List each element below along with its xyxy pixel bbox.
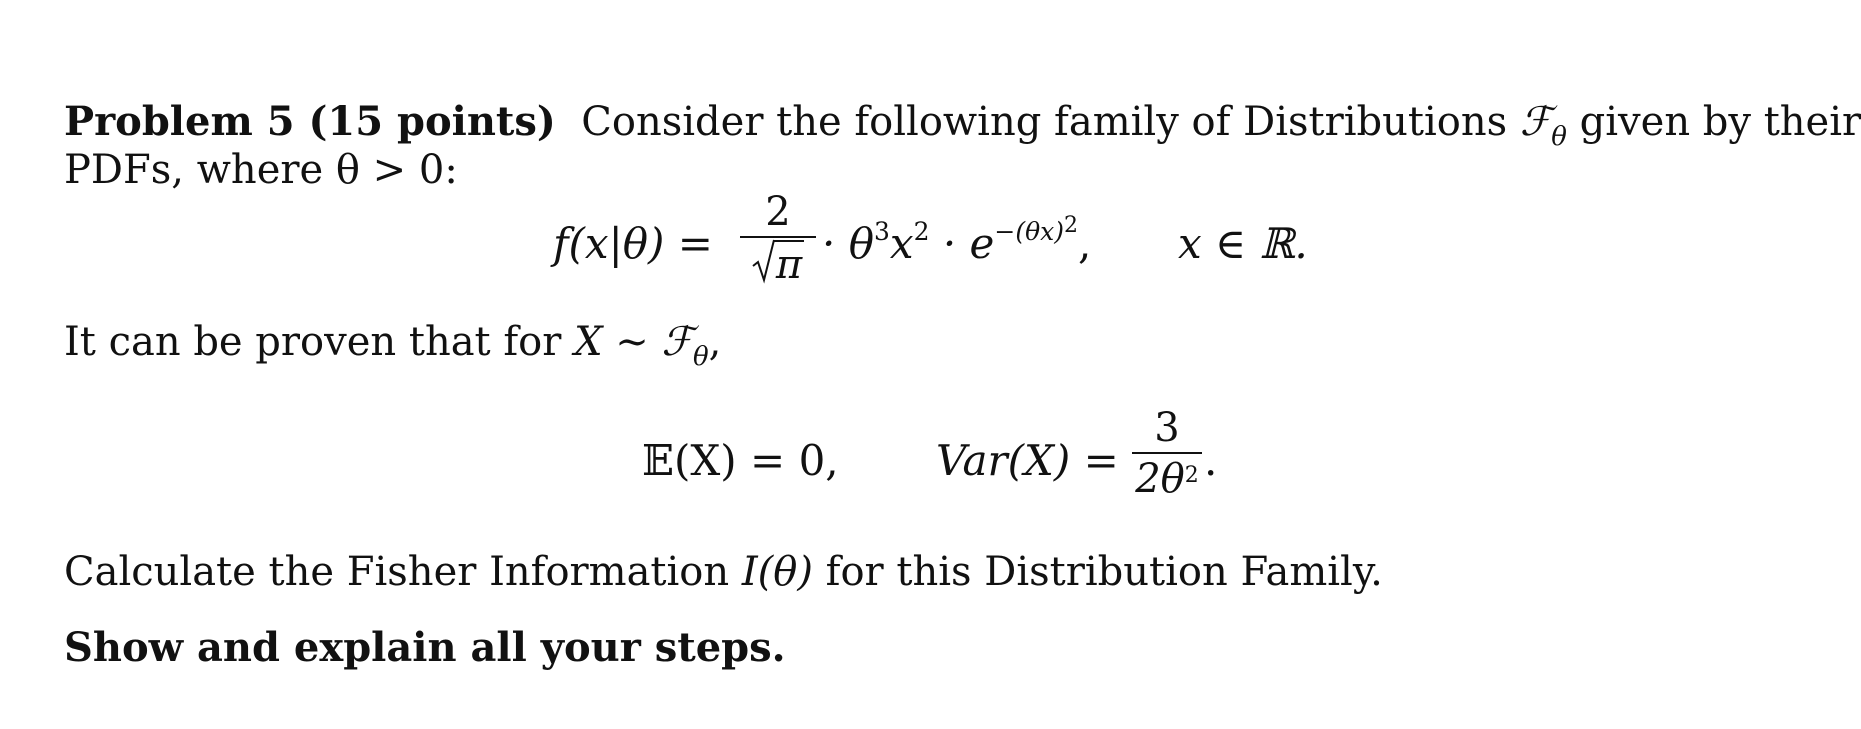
pdf-rhs-terms: · $\theta^3x^2 \cdot e^{-(\theta x)2}$, — [822, 213, 1092, 268]
expectation-equation: 𝔼(X) = 0, — [642, 436, 839, 485]
proof-comma: , — [708, 319, 722, 365]
pdf-fraction-denominator — [740, 240, 816, 288]
proof-line — [64, 318, 1804, 371]
intro-text-2: given by their — [1579, 99, 1861, 145]
pdf-domain: x ∈ ℝ. — [1178, 219, 1308, 268]
problem-heading: Problem 5 (15 points) — [64, 98, 556, 145]
pdf-fraction-numerator: 2 — [765, 189, 791, 235]
family-symbol: ℱ — [1519, 99, 1552, 145]
instruction-line: Show and explain all your steps. — [64, 624, 786, 671]
sqrt-radical-icon — [752, 238, 776, 284]
pdf-lhs: f(x|θ) = — [553, 219, 713, 268]
intro-line-2: PDFs, where θ > 0: — [64, 147, 458, 193]
task-text-2: for this Distribution Family. — [825, 549, 1383, 595]
variance-fraction-bar — [1132, 452, 1202, 454]
proof-text: It can be proven that for — [64, 319, 562, 365]
variance-fraction-numerator: 3 — [1154, 405, 1180, 451]
problem-statement-line-2 — [64, 146, 1804, 194]
intro-text-1: Consider the following family of Distributions — [581, 99, 1508, 145]
pdf-fraction — [740, 190, 816, 288]
problem-statement-line-1 — [64, 98, 1861, 152]
variance-lhs: Var(X) = — [936, 436, 1119, 485]
family-subscript-2: θ — [692, 342, 709, 372]
sqrt-symbol: π — [752, 240, 804, 288]
variance-fraction — [1132, 406, 1202, 509]
variance-fraction-denominator: $2\theta^2$ — [1135, 456, 1199, 502]
fisher-information-symbol: I(θ) — [741, 549, 813, 595]
random-variable: X ∼ — [574, 319, 649, 365]
family-symbol-2: ℱ — [661, 319, 693, 365]
task-text-1: Calculate the Fisher Information — [64, 549, 730, 595]
task-line — [64, 548, 1804, 596]
family-subscript: θ — [1551, 122, 1567, 152]
variance-period: . — [1204, 436, 1218, 485]
